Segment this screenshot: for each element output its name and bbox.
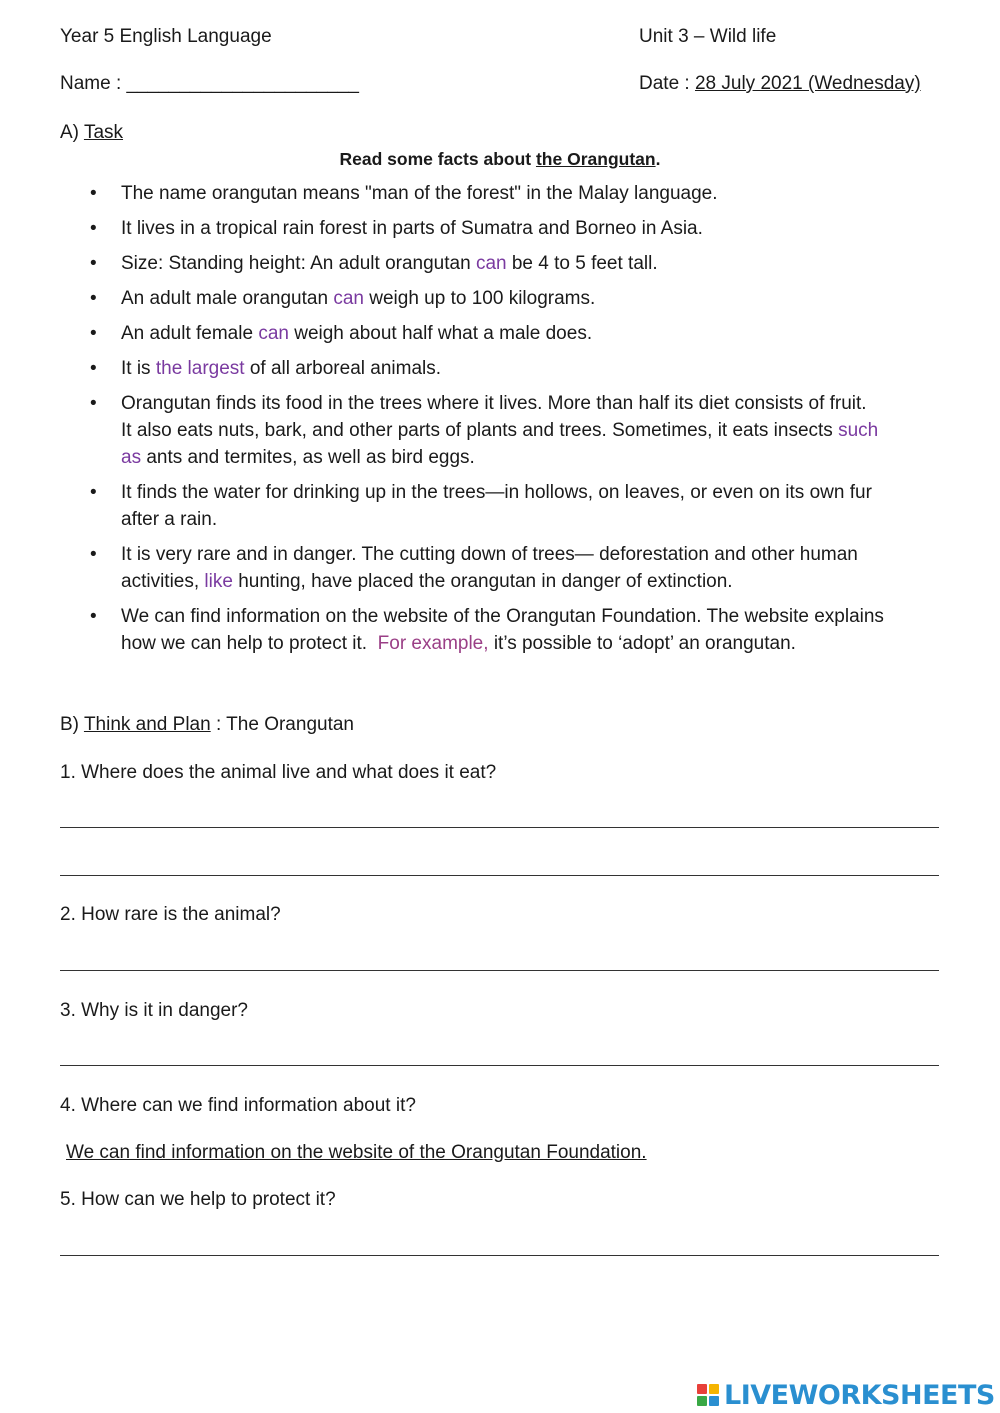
logo-text: LIVEWORKSHEETS: [724, 1379, 995, 1411]
section-b-heading: [60, 714, 354, 736]
date-label: Date :: [639, 73, 690, 94]
fact-1-text: The name orangutan means "man of the forest" in the Malay language.: [121, 183, 718, 204]
question-1: 1. Where does the animal live and what does it eat?: [60, 762, 497, 783]
fact-3-text-b: be 4 to 5 feet tall.: [511, 253, 658, 274]
question-4: 4. Where can we find information about it?: [60, 1095, 416, 1116]
fact-4-highlight: can: [333, 288, 364, 309]
date-row: [639, 73, 921, 95]
fact-6-text-a: It is: [121, 358, 151, 379]
fact-item: [90, 285, 940, 312]
fact-2-text: It lives in a tropical rain forest in parts of Sumatra and Borneo in Asia.: [121, 218, 703, 239]
fact-item: [90, 541, 940, 595]
fact-3-text-a: Size: Standing height: An adult orangutan: [121, 253, 471, 274]
question-2: 2. How rare is the animal?: [60, 904, 281, 925]
fact-5-highlight: can: [258, 323, 289, 344]
section-a-title: Task: [83, 122, 124, 143]
fact-5-text-b: weigh about half what a male does.: [294, 323, 593, 344]
fact-item: [90, 320, 940, 347]
fact-10-line-1: We can find information on the website of the Orangutan Foundation. The website explains: [121, 606, 884, 627]
fact-item: [90, 180, 940, 207]
answer-line-1a[interactable]: [60, 827, 939, 828]
fact-7-line-1: Orangutan finds its food in the trees where it lives. More than half its diet consists of fruit.: [121, 393, 867, 414]
facts-intro-prefix: Read some facts about: [339, 149, 532, 169]
fact-7-line-3: ants and termites, as well as bird eggs.: [146, 447, 475, 468]
fact-9-line-2b: hunting, have placed the orangutan in danger of extinction.: [238, 571, 733, 592]
section-a-letter: A): [60, 122, 79, 143]
question-5: 5. How can we help to protect it?: [60, 1189, 336, 1210]
fact-10-line-2b: it’s possible to ‘adopt’ an orangutan.: [493, 633, 796, 654]
liveworksheets-logo[interactable]: [697, 1378, 995, 1412]
logo-square-green: [697, 1396, 707, 1406]
fact-9-highlight: like: [204, 571, 233, 592]
question-4-answer: We can find information on the website of the Orangutan Foundation.: [66, 1142, 647, 1163]
facts-intro-subject: the Orangutan: [535, 149, 656, 169]
facts-intro: [0, 149, 1000, 170]
name-label: Name :: [60, 73, 122, 94]
section-a-heading: [60, 122, 123, 144]
fact-7-highlight-2: as: [121, 447, 142, 468]
fact-item: [90, 215, 940, 242]
fact-9-line-2a: activities,: [121, 571, 200, 592]
fact-3-highlight: can: [475, 253, 507, 274]
name-row: [60, 73, 359, 95]
logo-mark-icon: [697, 1384, 719, 1406]
question-3: 3. Why is it in danger?: [60, 1000, 248, 1021]
logo-square-blue: [709, 1396, 719, 1406]
fact-8-line-2: after a rain.: [121, 509, 218, 530]
fact-9-line-1: It is very rare and in danger. The cutting down of trees— deforestation and other human: [121, 544, 858, 565]
fact-10-line-2a: how we can help to protect it.: [121, 633, 368, 654]
fact-item: [90, 479, 940, 533]
section-b-letter: B): [60, 714, 79, 735]
fact-5-text-a: An adult female: [121, 323, 254, 344]
answer-line-1b[interactable]: [60, 875, 939, 876]
answer-line-5[interactable]: [60, 1255, 939, 1256]
facts-intro-suffix: .: [655, 149, 661, 169]
fact-6-highlight: the largest: [155, 358, 245, 379]
logo-square-yellow: [709, 1384, 719, 1394]
fact-10-highlight: For example,: [377, 633, 489, 654]
answer-line-3[interactable]: [60, 1065, 939, 1066]
unit-title: Unit 3 – Wild life: [639, 26, 777, 47]
name-blank: ______________________: [126, 73, 360, 94]
fact-item: [90, 603, 940, 657]
fact-item: [90, 250, 940, 277]
date-value: 28 July 2021 (Wednesday): [694, 73, 921, 94]
section-b-title: Think and Plan: [83, 714, 211, 735]
answer-line-2[interactable]: [60, 970, 939, 971]
fact-4-text-b: weigh up to 100 kilograms.: [369, 288, 596, 309]
section-b-subtitle: : The Orangutan: [215, 714, 354, 735]
fact-7-line-2: It also eats nuts, bark, and other parts of plants and trees. Sometimes, it eats insects: [121, 420, 833, 441]
fact-8-line-1: It finds the water for drinking up in the trees—in hollows, on leaves, or even on its own fur: [121, 482, 872, 503]
fact-6-text-b: of all arboreal animals.: [249, 358, 442, 379]
facts-list: [90, 180, 940, 665]
logo-square-red: [697, 1384, 707, 1394]
course-title: Year 5 English Language: [60, 26, 272, 47]
fact-7-highlight-1: such: [838, 420, 879, 441]
fact-4-text-a: An adult male orangutan: [121, 288, 329, 309]
fact-item: [90, 390, 940, 471]
fact-item: [90, 355, 940, 382]
